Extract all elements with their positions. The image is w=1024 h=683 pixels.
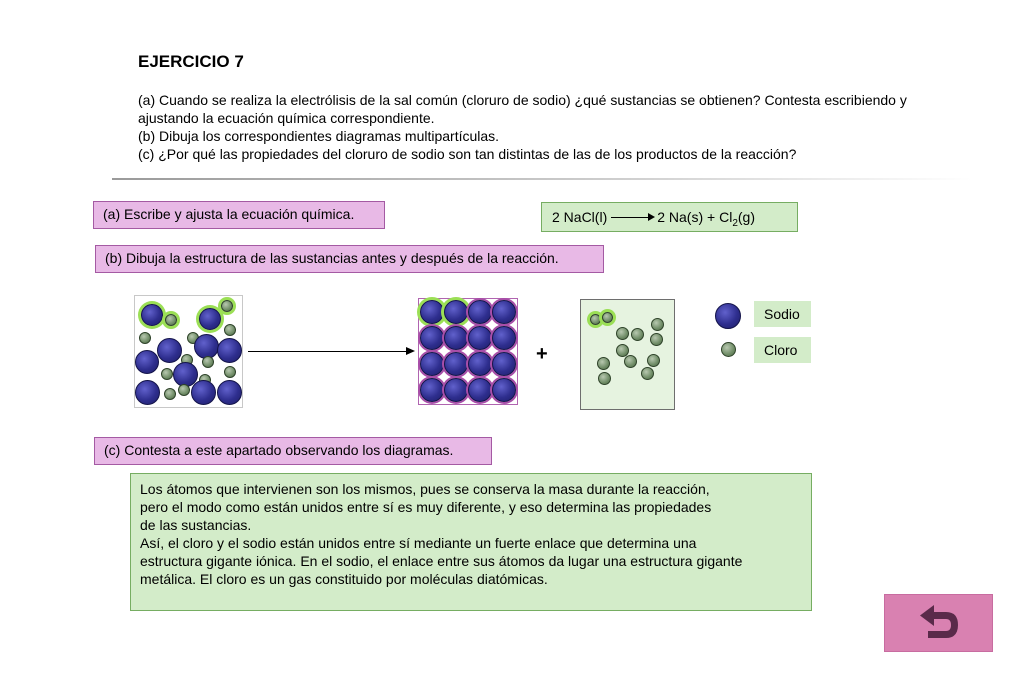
chlorine-atom	[178, 384, 190, 396]
chlorine-atom	[650, 333, 663, 346]
question-line: (b) Dibuja los correspondientes diagramas multipartículas.	[138, 128, 500, 144]
question-text	[138, 91, 988, 163]
legend-sodium-label: Sodio	[754, 301, 811, 327]
label-part-c: (c) Contesta a este apartado observando los diagramas.	[94, 437, 492, 465]
answer-line: Así, el cloro y el sodio están unidos entre sí mediante un fuerte enlace que determina una	[140, 535, 697, 551]
chlorine-atom	[651, 318, 664, 331]
page-title: EJERCICIO 7	[138, 52, 244, 71]
sodium-atom	[420, 300, 444, 324]
chlorine-atom	[647, 354, 660, 367]
legend-chlorine-atom	[721, 342, 736, 357]
reaction-arrow-line	[248, 351, 408, 352]
sodium-atom	[468, 326, 492, 350]
chlorine-atom	[602, 312, 613, 323]
chlorine-atom	[224, 324, 236, 336]
chlorine-atom	[597, 357, 610, 370]
sodium-atom	[420, 352, 444, 376]
sodium-atom	[141, 304, 163, 326]
reaction-arrow-head-icon	[406, 347, 415, 355]
question-line: (a) Cuando se realiza la electrólisis de la sal común (cloruro de sodio) ¿qué sustancias se obtienen? Contesta escribiendo y	[138, 92, 907, 108]
sodium-atom	[135, 350, 159, 374]
chlorine-atom	[631, 328, 644, 341]
sodium-atom	[468, 352, 492, 376]
legend-chlorine-label: Cloro	[754, 337, 811, 363]
equation-product-state: (g)	[737, 209, 755, 225]
chlorine-atom	[616, 327, 629, 340]
answer-line: Los átomos que intervienen son los mismos, pues se conserva la masa durante la reacción,	[140, 481, 710, 497]
chlorine-atom	[165, 314, 177, 326]
sodium-atom	[492, 378, 516, 402]
sodium-atom	[444, 378, 468, 402]
label-part-b: (b) Dibuja la estructura de las sustancias antes y después de la reacción.	[95, 245, 604, 273]
back-button[interactable]	[884, 594, 993, 652]
sodium-atom	[492, 300, 516, 324]
equation-product: 2 Na(s) + Cl	[657, 209, 733, 225]
plus-sign: +	[536, 343, 548, 365]
sodium-atom	[420, 326, 444, 350]
legend-sodium-atom	[715, 303, 741, 329]
sodium-atom	[468, 378, 492, 402]
chlorine-atom	[139, 332, 151, 344]
sodium-atom	[135, 380, 160, 405]
diagram-sodium-chloride	[134, 295, 243, 408]
chlorine-atom	[624, 355, 637, 368]
equation-subscript: 2	[732, 217, 738, 229]
diagram-chlorine-gas	[580, 299, 675, 410]
sodium-atom	[217, 380, 242, 405]
sodium-atom	[492, 326, 516, 350]
chlorine-atom	[641, 367, 654, 380]
label-part-a: (a) Escribe y ajusta la ecuación química.	[93, 201, 385, 229]
chlorine-atom	[221, 300, 233, 312]
chlorine-atom	[598, 372, 611, 385]
answer-line: pero el modo como están unidos entre sí es muy diferente, y eso determina las propiedades	[140, 499, 712, 515]
return-arrow-icon	[918, 604, 962, 644]
chemical-equation	[541, 202, 798, 232]
sodium-atom	[191, 380, 216, 405]
answer-text-box	[130, 473, 812, 611]
sodium-atom	[444, 300, 468, 324]
chlorine-atom	[224, 366, 236, 378]
sodium-atom	[420, 378, 444, 402]
chlorine-atom	[590, 314, 601, 325]
answer-line: metálica. El cloro es un gas constituido por moléculas diatómicas.	[140, 571, 548, 587]
reaction-arrow-icon	[611, 213, 655, 223]
sodium-atom	[444, 326, 468, 350]
answer-line: estructura gigante iónica. En el sodio, el enlace entre sus átomos da lugar una estructura gigante	[140, 553, 743, 569]
sodium-atom	[217, 338, 242, 363]
equation-reactant: 2 NaCl(l)	[552, 209, 608, 225]
question-line: ajustando la ecuación química correspondiente.	[138, 110, 435, 126]
chlorine-atom	[164, 388, 176, 400]
header-divider	[112, 178, 972, 180]
sodium-atom	[468, 300, 492, 324]
answer-line: de las sustancias.	[140, 517, 252, 533]
sodium-atom	[199, 308, 221, 330]
chlorine-atom	[161, 368, 173, 380]
diagram-sodium-metal	[418, 298, 518, 405]
chlorine-atom	[202, 356, 214, 368]
sodium-atom	[444, 352, 468, 376]
sodium-atom	[157, 338, 182, 363]
sodium-atom	[492, 352, 516, 376]
question-line: (c) ¿Por qué las propiedades del cloruro de sodio son tan distintas de las de los productos de la reacción?	[138, 146, 797, 162]
